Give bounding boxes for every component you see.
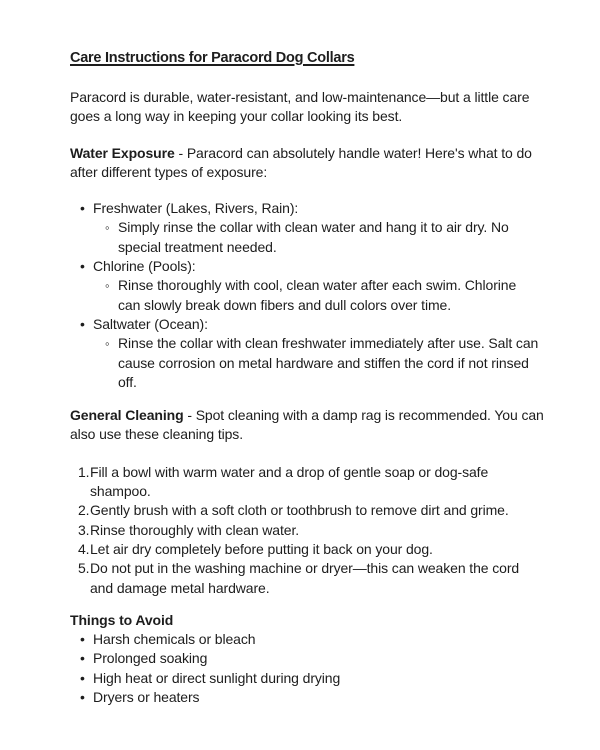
water-exposure-line-2: after different types of exposure: (70, 163, 268, 180)
exposure-detail-text: Rinse the collar with clean freshwater immediately after use. Salt can cause corrosion on metal hardware and stiffen the cord if not rinsed off. (118, 335, 539, 390)
general-cleaning-line-1 (70, 406, 586, 425)
bullet-icon: • (80, 258, 85, 275)
circle-bullet-icon: ◦ (105, 278, 110, 294)
water-exposure-text: - Paracord can absolutely handle water! Here's what to do (174, 144, 532, 161)
avoid-item-4 (70, 688, 586, 707)
cleaning-step-1 (70, 463, 586, 502)
avoid-item-text: Prolonged soaking (93, 650, 208, 667)
avoid-item-1 (70, 630, 586, 649)
exposure-detail-text: Simply rinse the collar with clean water and hang it to air dry. No special treatment needed. (118, 219, 509, 255)
cleaning-step-text: Fill a bowl with warm water and a drop of gentle soap or dog-safe shampoo. (90, 463, 489, 500)
circle-bullet-icon: ◦ (105, 336, 110, 352)
cleaning-step-text: Do not put in the washing machine or dryer—this can weaken the cord and damage metal hardware. (90, 560, 520, 596)
step-number: 3. (78, 521, 90, 538)
step-number: 5. (78, 560, 90, 577)
exposure-detail-text: Rinse thoroughly with cool, clean water after each swim. Chlorine can slowly break down fibers and dull colors over time. (118, 277, 517, 313)
cleaning-step-text: Let air dry completely before putting it back on your dog. (90, 540, 433, 557)
step-number: 1. (78, 463, 90, 480)
exposure-item-saltwater (70, 315, 586, 334)
cleaning-step-4 (70, 540, 586, 559)
exposure-list (70, 199, 586, 392)
intro-line-2: goes a long way in keeping your collar looking its best. (70, 108, 403, 125)
cleaning-steps-list (70, 463, 586, 598)
bullet-icon: • (80, 315, 85, 332)
avoid-item-3 (70, 669, 586, 688)
general-cleaning-label: General Cleaning (70, 407, 184, 424)
general-cleaning-paragraph (70, 406, 586, 445)
bullet-icon: • (80, 689, 85, 706)
avoid-item-text: High heat or direct sunlight during drying (93, 669, 341, 686)
step-number: 4. (78, 540, 90, 557)
cleaning-step-3 (70, 521, 586, 540)
water-exposure-line-1 (70, 144, 586, 163)
general-cleaning-line-2: also use these cleaning tips. (70, 426, 243, 443)
things-to-avoid-list (70, 630, 586, 707)
exposure-term: Saltwater (Ocean): (93, 315, 208, 332)
avoid-item-text: Dryers or heaters (93, 689, 200, 706)
avoid-item-2 (70, 649, 586, 668)
bullet-icon: • (80, 200, 85, 217)
cleaning-step-text: Rinse thoroughly with clean water. (90, 521, 300, 538)
things-to-avoid-heading: Things to Avoid (70, 611, 174, 628)
general-cleaning-text: - Spot cleaning with a damp rag is recommended. You can (183, 407, 544, 424)
exposure-item-chlorine (70, 257, 586, 276)
avoid-item-text: Harsh chemicals or bleach (93, 631, 256, 648)
exposure-item-freshwater (70, 199, 586, 218)
water-exposure-paragraph (70, 144, 586, 183)
exposure-detail-freshwater (70, 218, 586, 257)
circle-bullet-icon: ◦ (105, 220, 110, 236)
cleaning-step-text: Gently brush with a soft cloth or toothbrush to remove dirt and grime. (90, 502, 509, 519)
intro-line-1: Paracord is durable, water-resistant, and low-maintenance—but a little care (70, 89, 530, 105)
document-title: Care Instructions for Paracord Dog Collars (70, 50, 355, 66)
water-exposure-label: Water Exposure (70, 144, 175, 161)
bullet-icon: • (80, 669, 85, 686)
bullet-icon: • (80, 650, 85, 667)
exposure-term: Freshwater (Lakes, Rivers, Rain): (93, 200, 299, 217)
exposure-term: Chlorine (Pools): (93, 258, 196, 275)
intro-paragraph (70, 88, 586, 127)
step-number: 2. (78, 502, 90, 519)
cleaning-step-5 (70, 559, 586, 598)
bullet-icon: • (80, 631, 85, 648)
exposure-detail-chlorine (70, 276, 586, 315)
cleaning-step-2 (70, 501, 586, 520)
exposure-detail-saltwater (70, 334, 586, 392)
